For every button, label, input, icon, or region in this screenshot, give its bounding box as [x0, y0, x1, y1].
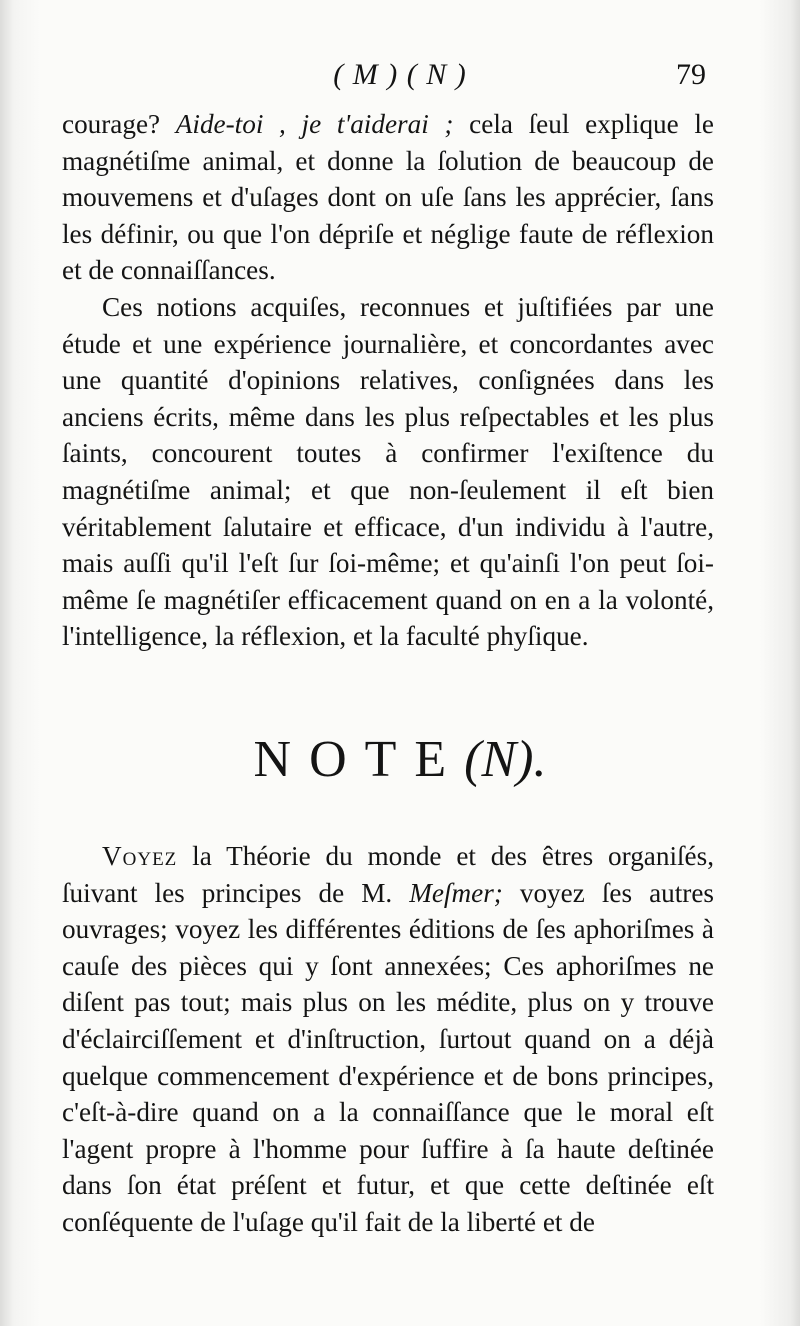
- text-block-upper: [62, 106, 714, 655]
- paragraph-1-italic-quote: Aide-toi , je t'aiderai ;: [175, 109, 454, 139]
- page-number: 79: [676, 58, 706, 91]
- paragraph-3-smallcaps: Voyez: [102, 841, 178, 871]
- paragraph-3-text-b: voyez ſes autres ouvrages; voyez les différentes éditions de ſes aphoriſmes à cauſe des pièces qui y ſont annexées; Ces aphoriſmes ne diſent pas tout; mais plus on les médite, plus on y trouve d'éclairciſſement et d'inſtruction, ſurtout quand on a déjà quelque commencement d'expérience et de bons principes, c'eſt-à-dire quand on a la connaiſſance que le moral eſt l'agent propre à l'homme pour ſuffire à ſa haute deſtinée dans ſon état préſent et futur, et que cette deſtinée eſt conſéquente de l'uſage qu'il fait de la liberté et de: [62, 877, 714, 1237]
- running-head: [0, 58, 800, 98]
- paragraph-continued: [62, 106, 714, 289]
- note-heading: [0, 730, 800, 790]
- running-head-title: ( M ) ( N ): [333, 58, 467, 91]
- note-heading-letter: (N).: [464, 731, 547, 788]
- text-block-note: [62, 838, 714, 1241]
- paragraph-3-text-a: la Théorie du monde et des êtres organiſés, ſuivant les principes de M.: [62, 841, 714, 908]
- paragraph-3-italic-name: Meſmer;: [409, 877, 503, 908]
- paragraph-note: [62, 838, 714, 1241]
- paragraph-1-text-a: courage?: [62, 109, 176, 139]
- paragraph-notions: Ces notions acquiſes, reconnues et juſtifiées par une étude et une expérience journalière, et concordantes avec une quantité d'opinions relatives, conſignées dans les anciens écrits, même dans les plus reſpectables et les plus ſaints, concourent toutes à confirmer l'exiſtence du magnétiſme animal; et que non-ſeulement il eſt bien véritablement ſalutaire et efficace, d'un individu à l'autre, mais auſſi qu'il l'eſt ſur ſoi-même; et qu'ainſi l'on peut ſoi-même ſe magnétiſer efficacement quand on en a la volonté, l'intelligence, la réflexion, et la faculté phyſique.: [62, 291, 714, 652]
- note-heading-word: NOTE: [253, 731, 465, 788]
- paragraph-1-text-b: cela ſeul explique le magnétiſme animal, et donne la ſolution de beaucoup de mouvemens et d'uſages dont on uſe ſans les apprécier, ſans les définir, ou que l'on dépriſe et néglige faute de réflexion et de connaiſſances.: [62, 109, 715, 286]
